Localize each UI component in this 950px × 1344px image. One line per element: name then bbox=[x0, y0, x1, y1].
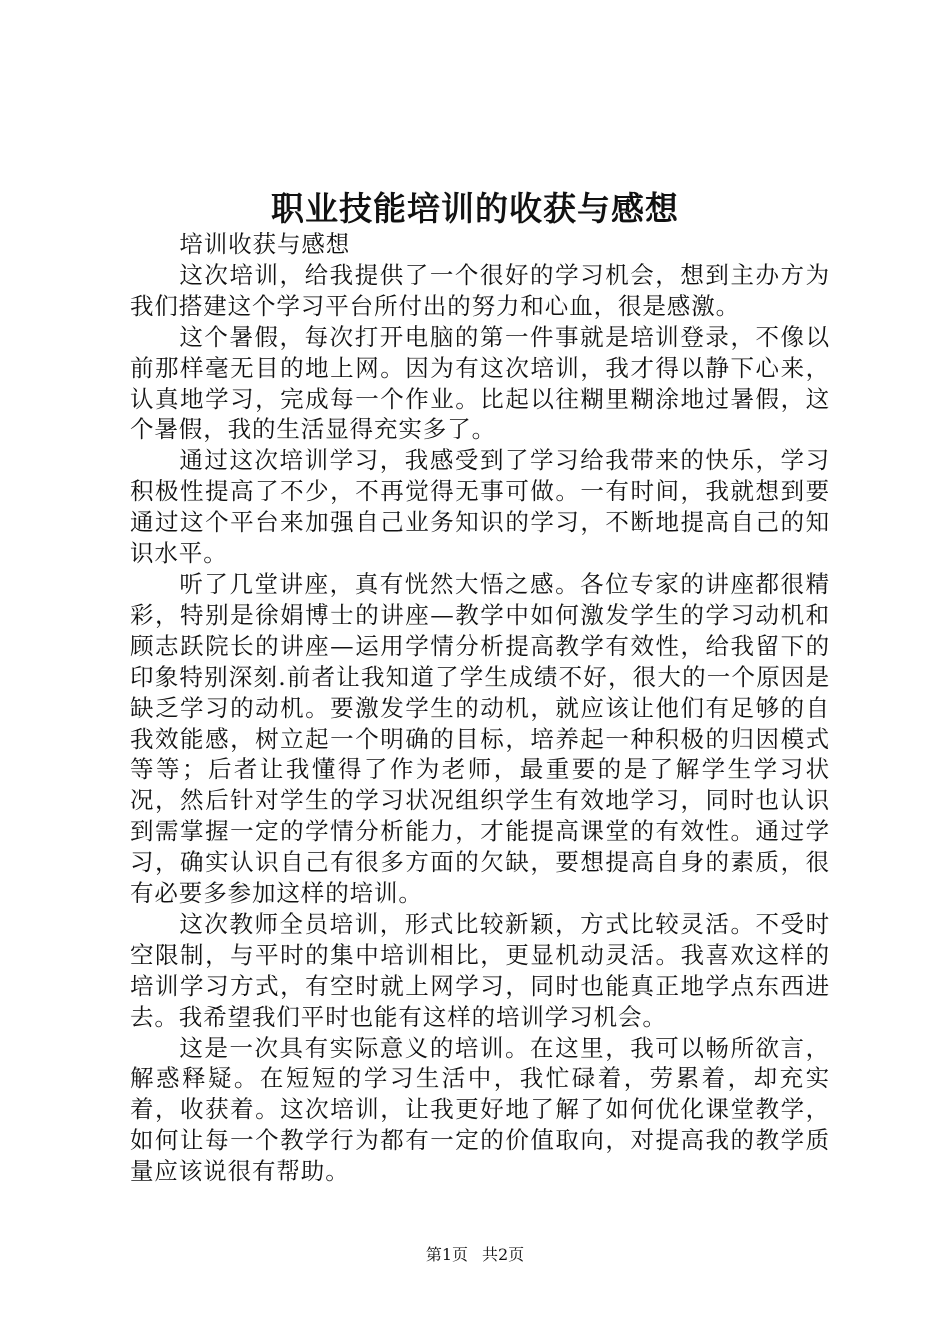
paragraph: 通过这次培训学习，我感受到了学习给我带来的快乐，学习积极性提高了不少，不再觉得无事可做。一有时间，我就想到要通过这个平台来加强自己业务知识的学习，不断地提高自己的知识水平。 bbox=[130, 446, 830, 568]
paragraph: 听了几堂讲座，真有恍然大悟之感。各位专家的讲座都很精彩，特别是徐娟博士的讲座—教学中如何激发学生的学习动机和顾志跃院长的讲座—运用学情分析提高教学有效性，给我留下的印象特别深刻.前者让我知道了学生成绩不好，很大的一个原因是缺乏学习的动机。要激发学生的动机，就应该让他们有足够的自我效能感，树立起一个明确的目标，培养起一种积极的归因模式等等；后者让我懂得了作为老师，最重要的是了解学生学习状况，然后针对学生的学习状况组织学生有效地学习，同时也认识到需掌握一定的学情分析能力，才能提高课堂的有效性。通过学习，确实认识自己有很多方面的欠缺，要想提高自身的素质，很有必要多参加这样的培训。 bbox=[130, 569, 830, 908]
paragraph: 这次培训，给我提供了一个很好的学习机会，想到主办方为我们搭建这个学习平台所付出的努力和心血，很是感激。 bbox=[130, 260, 830, 320]
document-body bbox=[130, 229, 830, 1187]
section-heading: 培训收获与感想 bbox=[179, 230, 351, 258]
document-title: 职业技能培训的收获与感想 bbox=[271, 189, 679, 228]
paragraph: 这次教师全员培训，形式比较新颖，方式比较灵活。不受时空限制，与平时的集中培训相比，更显机动灵活。我喜欢这样的培训学习方式，有空时就上网学习，同时也能真正地学点东西进去。我希望我们平时也能有这样的培训学习机会。 bbox=[130, 909, 830, 1031]
page-footer bbox=[0, 1244, 950, 1266]
page-number: 第1页 bbox=[425, 1245, 468, 1264]
page-total: 共2页 bbox=[482, 1245, 525, 1264]
paragraph: 这是一次具有实际意义的培训。在这里，我可以畅所欲言，解惑释疑。在短短的学习生活中，我忙碌着，劳累着，却充实着，收获着。这次培训，让我更好地了解了如何优化课堂教学，如何让每一个教学行为都有一定的价值取向，对提高我的教学质量应该说很有帮助。 bbox=[130, 1033, 830, 1186]
paragraph: 这个暑假，每次打开电脑的第一件事就是培训登录，不像以前那样毫无目的地上网。因为有这次培训，我才得以静下心来，认真地学习，完成每一个作业。比起以往糊里糊涂地过暑假，这个暑假，我的生活显得充实多了。 bbox=[130, 322, 830, 444]
